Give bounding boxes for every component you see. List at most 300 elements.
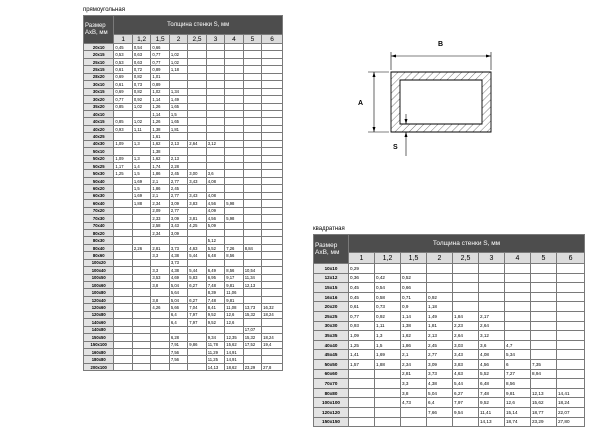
weight-cell: 9,81 (225, 296, 243, 303)
weight-cell (132, 348, 150, 355)
weight-cell (531, 273, 557, 283)
weight-cell: 1,02 (151, 88, 169, 95)
table-row (84, 282, 283, 289)
weight-cell (349, 407, 375, 417)
weight-cell (206, 73, 224, 80)
weight-cell (262, 118, 283, 125)
weight-cell: 2,81 (401, 369, 427, 379)
table-row (84, 274, 283, 281)
weight-cell: 1,86 (151, 185, 169, 192)
thickness-cell: 3 (479, 253, 505, 264)
weight-cell (531, 302, 557, 312)
weight-cell (206, 44, 224, 51)
size-header: Размер AxB, мм (84, 16, 114, 44)
weight-cell: 5,98 (225, 215, 243, 222)
weight-cell: 2,13 (169, 140, 187, 147)
weight-cell (132, 110, 150, 117)
weight-cell (151, 341, 169, 348)
weight-cell (132, 304, 150, 311)
weight-cell (225, 237, 243, 244)
weight-cell (206, 96, 224, 103)
weight-cell (349, 417, 375, 427)
weight-cell (132, 222, 150, 229)
weight-cell (114, 304, 132, 311)
table-row (84, 81, 283, 88)
weight-cell: 12,13 (243, 282, 261, 289)
weight-cell (188, 289, 206, 296)
weight-cell: 8,56 (225, 252, 243, 259)
table-row (314, 321, 585, 331)
size-cell: 50х10 (84, 148, 114, 155)
weight-cell (169, 326, 187, 333)
weight-cell (132, 215, 150, 222)
weight-cell (557, 340, 585, 350)
weight-cell (114, 289, 132, 296)
weight-cell (427, 273, 453, 283)
weight-cell (169, 81, 187, 88)
weight-cell: 9,81 (225, 282, 243, 289)
size-cell: 30х20 (84, 96, 114, 103)
table-row (84, 296, 283, 303)
weight-cell: 4,38 (169, 267, 187, 274)
weight-cell: 3,8 (151, 296, 169, 303)
weight-cell (132, 311, 150, 318)
weight-cell (262, 133, 283, 140)
size-cell: 120х120 (314, 407, 349, 417)
weight-cell: 4,7 (505, 340, 531, 350)
weight-cell (225, 185, 243, 192)
weight-cell: 17,07 (243, 326, 261, 333)
weight-cell: 0,54 (132, 44, 150, 51)
table-row (314, 369, 585, 379)
weight-cell: 1,49 (427, 311, 453, 321)
weight-cell: 1,86 (401, 340, 427, 350)
table-row (84, 356, 283, 363)
weight-cell: 0,77 (114, 96, 132, 103)
weight-cell (225, 66, 243, 73)
weight-cell: 7,97 (453, 398, 479, 408)
weight-cell: 1,3 (132, 140, 150, 147)
weight-cell (243, 118, 261, 125)
weight-cell: 16,32 (262, 304, 283, 311)
weight-cell: 3,00 (188, 170, 206, 177)
weight-cell: 9,17 (225, 274, 243, 281)
table-row (84, 44, 283, 51)
weight-cell (531, 331, 557, 341)
weight-cell (206, 133, 224, 140)
size-cell: 60х40 (84, 200, 114, 207)
size-cell: 40х20 (84, 125, 114, 132)
thickness-cell: 1,5 (401, 253, 427, 264)
weight-cell: 5,09 (206, 222, 224, 229)
weight-cell: 0,42 (375, 273, 401, 283)
weight-cell (262, 215, 283, 222)
weight-cell: 0,72 (132, 66, 150, 73)
weight-cell: 7,66 (427, 407, 453, 417)
weight-cell: 14,91 (225, 348, 243, 355)
weight-cell: 1,01 (151, 73, 169, 80)
weight-cell (188, 259, 206, 266)
table-row (84, 185, 283, 192)
weight-cell: 14,13 (479, 417, 505, 427)
weight-cell: 1,26 (151, 118, 169, 125)
weight-cell (151, 356, 169, 363)
table-row (84, 125, 283, 132)
weight-cell: 3,09 (427, 359, 453, 369)
weight-cell (262, 125, 283, 132)
weight-cell: 0,9 (401, 302, 427, 312)
weight-cell: 6,48 (479, 379, 505, 389)
weight-cell: 1,09 (349, 331, 375, 341)
weight-cell (225, 44, 243, 51)
weight-cell (243, 252, 261, 259)
weight-cell (132, 356, 150, 363)
weight-cell (114, 319, 132, 326)
weight-cell: 14,13 (206, 363, 224, 370)
weight-cell: 3,83 (188, 200, 206, 207)
table-row (314, 417, 585, 427)
weight-cell: 7,26 (225, 244, 243, 251)
weight-cell (225, 51, 243, 58)
weight-cell: 17,52 (243, 341, 261, 348)
size-cell: 100х100 (314, 398, 349, 408)
weight-cell: 1,02 (169, 58, 187, 65)
table-row (84, 334, 283, 341)
weight-cell (206, 51, 224, 58)
weight-cell: 0,52 (401, 273, 427, 283)
weight-cell (262, 140, 283, 147)
weight-cell: 5,66 (169, 304, 187, 311)
size-cell: 50х30 (84, 170, 114, 177)
weight-cell (169, 237, 187, 244)
weight-cell (188, 118, 206, 125)
weight-cell: 7,97 (188, 319, 206, 326)
weight-cell (243, 207, 261, 214)
weight-cell (114, 348, 132, 355)
weight-cell: 1,65 (169, 103, 187, 110)
size-cell: 80х40 (84, 244, 114, 251)
label-s: S (393, 144, 398, 151)
size-cell: 20х15 (84, 51, 114, 58)
size-cell: 140х60 (84, 319, 114, 326)
weight-cell: 3,53 (151, 274, 169, 281)
weight-cell: 0,69 (114, 73, 132, 80)
weight-cell (505, 321, 531, 331)
weight-cell: 9,52 (206, 311, 224, 318)
square-caption: квадратная (313, 226, 345, 232)
weight-cell (132, 282, 150, 289)
weight-cell: 15,62 (225, 341, 243, 348)
weight-cell (225, 177, 243, 184)
weight-cell (453, 273, 479, 283)
weight-cell (557, 302, 585, 312)
weight-cell (114, 341, 132, 348)
weight-cell: 0,77 (151, 51, 169, 58)
weight-cell (262, 244, 283, 251)
weight-cell (349, 398, 375, 408)
size-cell: 80х30 (84, 237, 114, 244)
weight-cell: 1,38 (151, 125, 169, 132)
weight-cell: 1,88 (375, 359, 401, 369)
weight-cell: 5,04 (169, 282, 187, 289)
weight-cell (453, 302, 479, 312)
weight-cell (262, 177, 283, 184)
weight-cell (206, 81, 224, 88)
weight-cell (505, 292, 531, 302)
weight-cell (114, 229, 132, 236)
table-row (314, 398, 585, 408)
weight-cell (262, 51, 283, 58)
weight-cell (262, 252, 283, 259)
weight-cell (531, 379, 557, 389)
weight-cell: 1,38 (151, 148, 169, 155)
table-row (84, 140, 283, 147)
table-row (314, 379, 585, 389)
weight-cell: 6,28 (169, 334, 187, 341)
weight-cell: 0,92 (132, 96, 150, 103)
thickness-cell: 6 (557, 253, 585, 264)
weight-cell (169, 44, 187, 51)
weight-cell (132, 237, 150, 244)
weight-cell (243, 51, 261, 58)
weight-cell: 4,56 (206, 215, 224, 222)
weight-cell: 12,6 (225, 311, 243, 318)
size-cell: 60х30 (84, 192, 114, 199)
weight-cell (531, 321, 557, 331)
weight-cell: 1,25 (349, 340, 375, 350)
thickness-header: Толщина стенки S, мм (349, 235, 585, 253)
weight-cell: 0,82 (132, 88, 150, 95)
weight-cell (262, 66, 283, 73)
weight-cell (262, 44, 283, 51)
weight-cell: 2,77 (169, 207, 187, 214)
table-row (84, 66, 283, 73)
weight-cell (206, 103, 224, 110)
weight-cell: 6,49 (206, 267, 224, 274)
weight-cell (132, 252, 150, 259)
weight-cell (114, 311, 132, 318)
weight-cell: 3,83 (453, 359, 479, 369)
weight-cell: 8,39 (206, 289, 224, 296)
size-cell: 70х40 (84, 222, 114, 229)
weight-cell: 1,25 (114, 170, 132, 177)
weight-cell (375, 417, 401, 427)
weight-cell: 2,64 (188, 140, 206, 147)
weight-cell: 2,23 (453, 321, 479, 331)
weight-cell (188, 51, 206, 58)
size-cell: 70х20 (84, 207, 114, 214)
weight-cell (262, 259, 283, 266)
weight-cell (188, 81, 206, 88)
weight-cell (243, 192, 261, 199)
weight-cell: 9,54 (453, 407, 479, 417)
weight-cell (206, 110, 224, 117)
weight-cell: 2,34 (401, 359, 427, 369)
weight-cell (262, 319, 283, 326)
weight-cell: 4,63 (453, 369, 479, 379)
weight-cell (132, 289, 150, 296)
weight-cell (243, 133, 261, 140)
weight-cell (188, 110, 206, 117)
weight-cell (169, 133, 187, 140)
weight-cell: 7,35 (531, 359, 557, 369)
weight-cell: 6,4 (427, 398, 453, 408)
weight-cell: 1,5 (169, 110, 187, 117)
weight-cell: 13,73 (243, 304, 261, 311)
weight-cell (557, 311, 585, 321)
weight-cell (262, 96, 283, 103)
table-row (314, 311, 585, 321)
weight-cell: 0,66 (151, 44, 169, 51)
weight-cell: 0,66 (401, 283, 427, 293)
weight-cell: 2,26 (132, 244, 150, 251)
weight-cell: 3,43 (453, 350, 479, 360)
weight-cell (262, 326, 283, 333)
label-b: B (438, 41, 444, 48)
weight-cell: 4,38 (169, 252, 187, 259)
weight-cell (243, 73, 261, 80)
weight-cell: 2,45 (169, 170, 187, 177)
weight-cell (114, 326, 132, 333)
weight-cell (151, 348, 169, 355)
weight-cell (188, 207, 206, 214)
weight-cell (505, 311, 531, 321)
rect-pipe-table (83, 15, 283, 371)
thickness-cell: 2 (169, 35, 187, 44)
table-row (84, 163, 283, 170)
table-row (84, 304, 283, 311)
weight-cell (132, 148, 150, 155)
profile-diagram (346, 32, 496, 167)
weight-cell (114, 363, 132, 370)
weight-cell: 3,73 (169, 259, 187, 266)
weight-cell (243, 222, 261, 229)
weight-cell: 6,4 (169, 319, 187, 326)
weight-cell (188, 58, 206, 65)
size-cell: 25х10 (84, 58, 114, 65)
weight-cell (114, 207, 132, 214)
weight-cell: 7,56 (169, 348, 187, 355)
weight-cell (114, 282, 132, 289)
size-cell: 50х40 (84, 177, 114, 184)
table-row (84, 289, 283, 296)
weight-cell: 15,32 (243, 334, 261, 341)
weight-cell (262, 348, 283, 355)
weight-cell (375, 388, 401, 398)
weight-cell (557, 379, 585, 389)
weight-cell: 4,73 (401, 398, 427, 408)
weight-cell: 7,27 (505, 369, 531, 379)
weight-cell: 1,61 (151, 133, 169, 140)
weight-cell: 1,62 (401, 331, 427, 341)
thickness-cell: 2,5 (188, 35, 206, 44)
weight-cell (479, 283, 505, 293)
table-row (84, 229, 283, 236)
weight-cell: 14,41 (557, 388, 585, 398)
weight-cell (453, 292, 479, 302)
weight-cell: 0,58 (375, 292, 401, 302)
weight-cell (188, 163, 206, 170)
weight-cell: 3,43 (188, 177, 206, 184)
weight-cell (262, 207, 283, 214)
weight-cell: 11,41 (479, 407, 505, 417)
table-row (84, 207, 283, 214)
weight-cell (243, 103, 261, 110)
weight-cell (225, 155, 243, 162)
weight-cell (225, 229, 243, 236)
weight-cell: 18,24 (262, 311, 283, 318)
weight-cell: 0,93 (349, 321, 375, 331)
weight-cell: 7,48 (206, 282, 224, 289)
weight-cell (225, 326, 243, 333)
weight-cell (505, 273, 531, 283)
weight-cell: 5,98 (225, 200, 243, 207)
weight-cell (262, 185, 283, 192)
weight-cell (479, 264, 505, 274)
weight-cell (188, 44, 206, 51)
size-cell: 120х80 (84, 311, 114, 318)
weight-cell (188, 348, 206, 355)
weight-cell (225, 88, 243, 95)
weight-cell: 6,27 (188, 296, 206, 303)
table-row (314, 283, 585, 293)
weight-cell (188, 103, 206, 110)
weight-cell (114, 259, 132, 266)
weight-cell: 7,04 (188, 304, 206, 311)
weight-cell: 1,11 (132, 125, 150, 132)
table-row (84, 244, 283, 251)
thickness-cell: 1,2 (375, 253, 401, 264)
size-cell: 120х40 (84, 296, 114, 303)
thickness-cell: 1 (349, 253, 375, 264)
weight-cell: 0,93 (114, 125, 132, 132)
weight-cell (557, 350, 585, 360)
weight-cell: 0,53 (114, 51, 132, 58)
weight-cell: 0,29 (349, 264, 375, 274)
weight-cell (188, 73, 206, 80)
weight-cell: 1,02 (169, 51, 187, 58)
size-cell: 150х100 (84, 341, 114, 348)
weight-cell (531, 264, 557, 274)
weight-cell (188, 66, 206, 73)
table-row (84, 155, 283, 162)
weight-cell (114, 200, 132, 207)
weight-cell: 5,64 (169, 289, 187, 296)
weight-cell (243, 215, 261, 222)
weight-cell: 1,49 (169, 96, 187, 103)
table-row (84, 326, 283, 333)
weight-cell: 11,29 (206, 348, 224, 355)
weight-cell: 3,8 (401, 388, 427, 398)
weight-cell (151, 363, 169, 370)
size-cell: 20х20 (314, 302, 349, 312)
weight-cell: 1,26 (151, 103, 169, 110)
weight-cell: 9,52 (479, 398, 505, 408)
weight-cell: 0,85 (114, 118, 132, 125)
weight-cell: 1,02 (132, 103, 150, 110)
weight-cell (114, 222, 132, 229)
weight-cell: 3,6 (206, 170, 224, 177)
weight-cell: 1,69 (132, 192, 150, 199)
weight-cell: 5,12 (206, 237, 224, 244)
weight-cell: 3,12 (479, 331, 505, 341)
weight-cell (349, 369, 375, 379)
weight-cell: 14,91 (225, 356, 243, 363)
weight-cell: 1,81 (169, 125, 187, 132)
size-cell: 100х50 (84, 274, 114, 281)
weight-cell: 2,34 (151, 229, 169, 236)
weight-cell (188, 133, 206, 140)
